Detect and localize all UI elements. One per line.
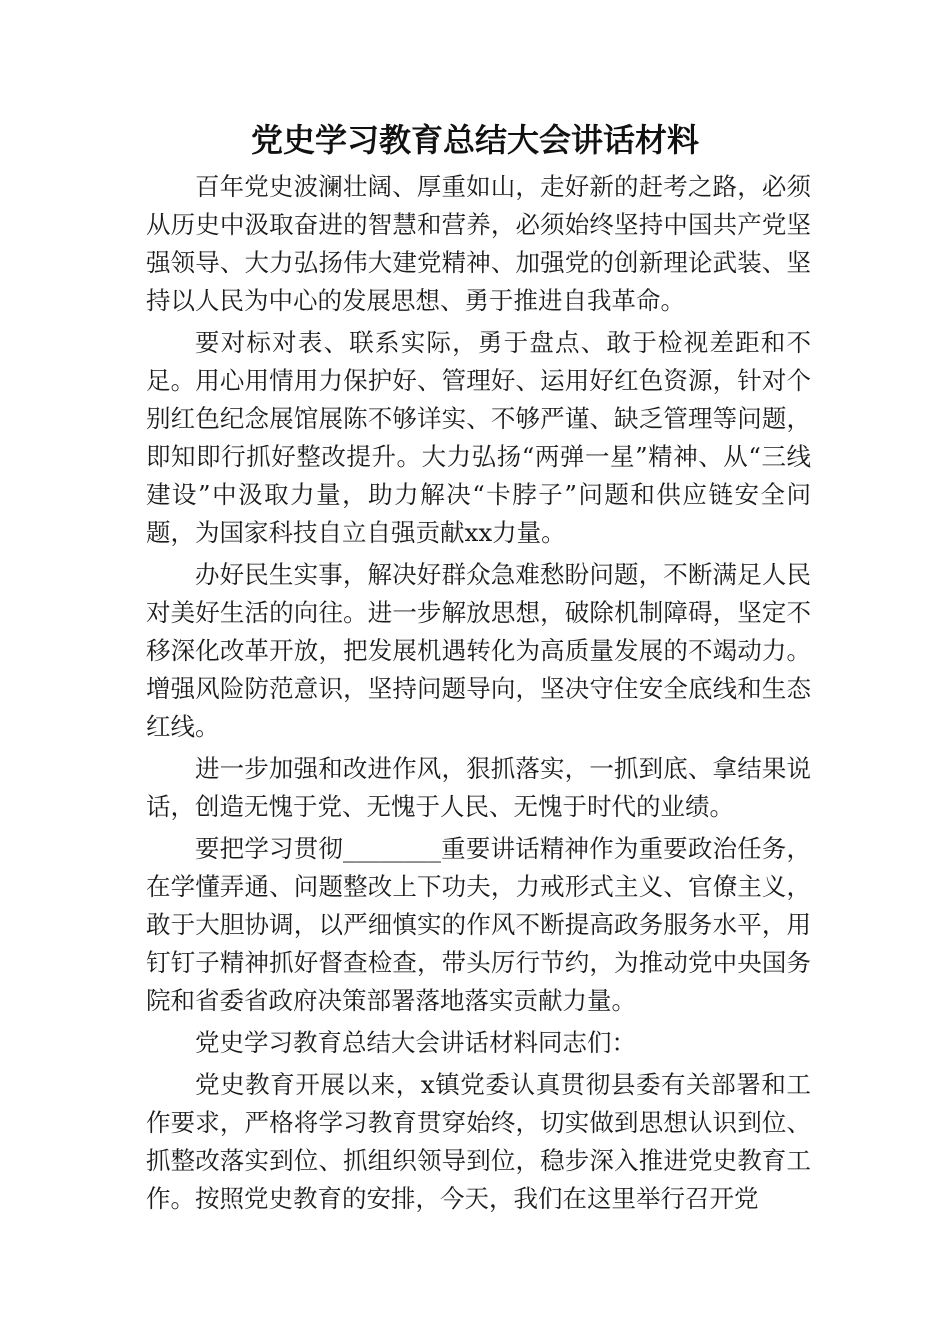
document-body	[146, 168, 811, 1222]
paragraph-5: 要把学习贯彻________重要讲话精神作为重要政治任务，在学懂弄通、问题整改上下功夫，力戒形式主义、官僚主义，敢于大胆协调，以严细慎实的作风不断提高政务服务水平，用钉钉子精神抓好督查检查，带头厉行节约，为推动党中央国务院和省委省政府决策部署落地落实贡献力量。	[146, 834, 811, 1015]
paragraph-2: 要对标对表、联系实际，勇于盘点、敢于检视差距和不足。用心用情用力保护好、管理好、运用好红色资源，针对个别红色纪念展馆展陈不够详实、不够严谨、缺乏管理等问题，即知即行抓好整改提升。大力弘扬“两弹一星”精神、从“三线建设”中汲取力量，助力解决“卡脖子”问题和供应链安全问题，为国家科技自立自强贡献xx力量。	[146, 328, 811, 547]
paragraph-3: 办好民生实事，解决好群众急难愁盼问题，不断满足人民对美好生活的向往。进一步解放思想，破除机制障碍，坚定不移深化改革开放，把发展机遇转化为高质量发展的不竭动力。增强风险防范意识，坚持问题导向，坚决守住安全底线和生态红线。	[146, 560, 811, 741]
paragraph-1: 百年党史波澜壮阔、厚重如山，走好新的赶考之路，必须从历史中汲取奋进的智慧和营养，必须始终坚持中国共产党坚强领导、大力弘扬伟大建党精神、加强党的创新理论武装、坚持以人民为中心的发展思想、勇于推进自我革命。	[146, 172, 811, 315]
document-title: 党史学习教育总结大会讲话材料	[250, 121, 699, 159]
paragraph-4: 进一步加强和改进作风，狠抓落实，一抓到底、拿结果说话，创造无愧于党、无愧于人民、无愧于时代的业绩。	[146, 754, 811, 821]
paragraph-6: 党史学习教育总结大会讲话材料同志们：	[195, 1028, 636, 1057]
paragraph-7: 党史教育开展以来，x镇党委认真贯彻县委有关部署和工作要求，严格将学习教育贯穿始终，切实做到思想认识到位、抓整改落实到位、抓组织领导到位，稳步深入推进党史教育工作。按照党史教育的安排，今天，我们在这里举行召开党	[146, 1070, 811, 1213]
